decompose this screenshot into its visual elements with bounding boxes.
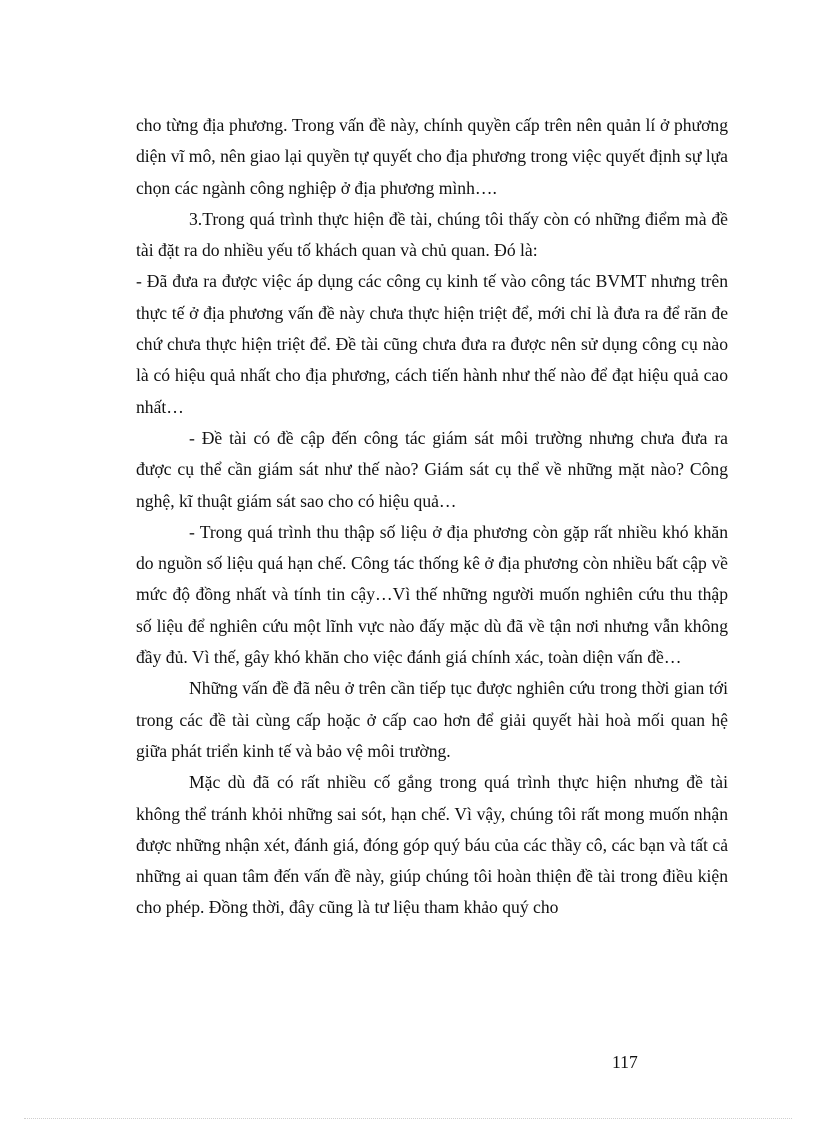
paragraph-bullet-data-collection: - Trong quá trình thu thập số liệu ở địa phương còn gặp rất nhiều khó khăn do nguồn số liệu quá hạn chế. Công tác thống kê ở địa phương còn nhiều bất cập về mức độ đồng nhất và tính tin cậy…Vì thế những người muốn nghiên cứu thu thập số liệu để nghiên cứu một lĩnh vực nào đấy mặc dù đã về tận nơi nhưng vẫn không đầy đủ. Vì thế, gây khó khăn cho việc đánh giá chính xác, toàn diện vấn đề… [136,521,728,668]
paragraph-bullet-monitoring: - Đề tài có đề cập đến công tác giám sát môi trường nhưng chưa đưa ra được cụ thể cần giám sát như thế nào? Giám sát cụ thể về những mặt nào? Công nghệ, kĩ thuật giám sát sao cho có hiệu quả… [136,427,728,511]
page-number: 117 [612,1052,638,1072]
paragraph-continuation: cho từng địa phương. Trong vấn đề này, chính quyền cấp trên nên quản lí ở phương diện vĩ mô, nên giao lại quyền tự quyết cho địa phương trong việc quyết định sự lựa chọn các ngành công nghiệp ở địa phương mình…. [136,115,728,198]
paragraph-further-research: Những vấn đề đã nêu ở trên cần tiếp tục được nghiên cứu trong thời gian tới trong các đề tài cùng cấp hoặc ở cấp cao hơn để giải quyết hài hoà mối quan hệ giữa phát triển kinh tế và bảo vệ môi trường. [136,678,728,761]
page-bottom-divider [24,1118,792,1119]
paragraph-bullet-economic-tools: - Đã đưa ra được việc áp dụng các công cụ kinh tế vào công tác BVMT nhưng trên thực tế ở địa phương vấn đề này chưa thực hiện triệt để, mới chỉ là đưa ra để răn đe chứ chưa thực hiện triệt để. Đề tài cũng chưa đưa ra được nên sử dụng công cụ nào là có hiệu quả nhất cho địa phương, cách tiến hành như thế nào để đạt hiệu quả cao nhất… [136,271,728,417]
paragraph-acknowledgement: Mặc dù đã có rất nhiều cố gắng trong quá trình thực hiện nhưng đề tài không thể tránh khỏi những sai sót, hạn chế. Vì vậy, chúng tôi rất mong muốn nhận được những nhận xét, đánh giá, đóng góp quý báu của các thầy cô, các bạn và tất cả những ai quan tâm đến vấn đề này, giúp chúng tôi hoàn thiện đề tài trong điều kiện cho phép. Đồng thời, đây cũng là tư liệu tham khảo quý cho [136,772,728,918]
paragraph-point-3: 3.Trong quá trình thực hiện đề tài, chúng tôi thấy còn có những điểm mà đề tài đặt ra do nhiều yếu tố khách quan và chủ quan. Đó là: [136,208,728,261]
body-text [136,110,728,924]
